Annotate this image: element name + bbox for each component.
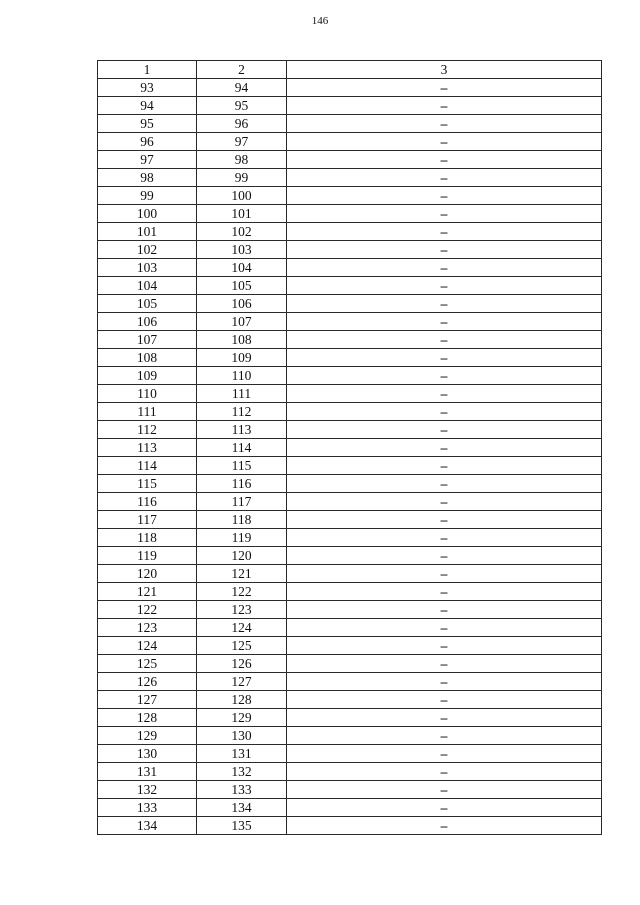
table-row	[98, 241, 602, 259]
table-row	[98, 601, 602, 619]
cell-col-3: –	[287, 565, 602, 583]
cell-col-1: 97	[98, 151, 197, 169]
cell-col-2: 97	[197, 133, 287, 151]
cell-col-1: 96	[98, 133, 197, 151]
cell-col-1: 114	[98, 457, 197, 475]
cell-col-1: 134	[98, 817, 197, 835]
cell-col-1: 118	[98, 529, 197, 547]
cell-col-2: 95	[197, 97, 287, 115]
cell-col-2: 105	[197, 277, 287, 295]
table-row	[98, 331, 602, 349]
cell-col-3: –	[287, 97, 602, 115]
cell-col-1: 111	[98, 403, 197, 421]
table-row	[98, 421, 602, 439]
cell-col-3: –	[287, 295, 602, 313]
cell-col-3: –	[287, 439, 602, 457]
table-row	[98, 583, 602, 601]
cell-col-2: 117	[197, 493, 287, 511]
table-row	[98, 637, 602, 655]
cell-col-3: –	[287, 745, 602, 763]
cell-col-2: 94	[197, 79, 287, 97]
cell-col-2: 114	[197, 439, 287, 457]
cell-col-3: –	[287, 331, 602, 349]
cell-col-3: –	[287, 727, 602, 745]
cell-col-1: 123	[98, 619, 197, 637]
cell-col-3: –	[287, 763, 602, 781]
cell-col-2: 128	[197, 691, 287, 709]
table-row	[98, 565, 602, 583]
cell-col-3: –	[287, 277, 602, 295]
cell-col-2: 134	[197, 799, 287, 817]
data-table	[97, 60, 602, 835]
cell-col-3: –	[287, 601, 602, 619]
cell-col-1: 130	[98, 745, 197, 763]
cell-col-1: 99	[98, 187, 197, 205]
cell-col-3: –	[287, 151, 602, 169]
cell-col-2: 131	[197, 745, 287, 763]
cell-col-2: 133	[197, 781, 287, 799]
cell-col-2: 106	[197, 295, 287, 313]
cell-col-2: 103	[197, 241, 287, 259]
cell-col-3: –	[287, 619, 602, 637]
cell-col-1: 121	[98, 583, 197, 601]
table-row	[98, 187, 602, 205]
cell-col-2: 119	[197, 529, 287, 547]
table-row	[98, 169, 602, 187]
cell-col-3: –	[287, 223, 602, 241]
cell-col-1: 133	[98, 799, 197, 817]
cell-col-1: 132	[98, 781, 197, 799]
cell-col-3: –	[287, 529, 602, 547]
table-row	[98, 79, 602, 97]
cell-col-2: 132	[197, 763, 287, 781]
table-header-row	[98, 61, 602, 79]
cell-col-1: 129	[98, 727, 197, 745]
column-header-1: 1	[98, 61, 197, 79]
cell-col-3: –	[287, 655, 602, 673]
cell-col-1: 94	[98, 97, 197, 115]
table-row	[98, 205, 602, 223]
cell-col-1: 128	[98, 709, 197, 727]
cell-col-2: 109	[197, 349, 287, 367]
table-row	[98, 529, 602, 547]
cell-col-2: 121	[197, 565, 287, 583]
cell-col-1: 95	[98, 115, 197, 133]
cell-col-3: –	[287, 673, 602, 691]
cell-col-3: –	[287, 817, 602, 835]
table-row	[98, 385, 602, 403]
cell-col-2: 115	[197, 457, 287, 475]
cell-col-2: 122	[197, 583, 287, 601]
cell-col-2: 108	[197, 331, 287, 349]
cell-col-3: –	[287, 205, 602, 223]
table-row	[98, 781, 602, 799]
table-row	[98, 349, 602, 367]
table-row	[98, 763, 602, 781]
table-row	[98, 115, 602, 133]
cell-col-1: 124	[98, 637, 197, 655]
table-row	[98, 295, 602, 313]
cell-col-1: 101	[98, 223, 197, 241]
cell-col-3: –	[287, 475, 602, 493]
cell-col-3: –	[287, 115, 602, 133]
table-row	[98, 547, 602, 565]
cell-col-3: –	[287, 79, 602, 97]
cell-col-1: 126	[98, 673, 197, 691]
cell-col-3: –	[287, 313, 602, 331]
table-row	[98, 475, 602, 493]
table-row	[98, 259, 602, 277]
table-row	[98, 313, 602, 331]
cell-col-1: 105	[98, 295, 197, 313]
cell-col-2: 126	[197, 655, 287, 673]
cell-col-2: 98	[197, 151, 287, 169]
cell-col-3: –	[287, 385, 602, 403]
table-row	[98, 367, 602, 385]
cell-col-2: 124	[197, 619, 287, 637]
cell-col-2: 99	[197, 169, 287, 187]
cell-col-2: 118	[197, 511, 287, 529]
cell-col-3: –	[287, 367, 602, 385]
cell-col-1: 116	[98, 493, 197, 511]
cell-col-2: 110	[197, 367, 287, 385]
cell-col-1: 93	[98, 79, 197, 97]
table-row	[98, 691, 602, 709]
table-row	[98, 745, 602, 763]
cell-col-1: 125	[98, 655, 197, 673]
column-header-2: 2	[197, 61, 287, 79]
cell-col-3: –	[287, 493, 602, 511]
cell-col-3: –	[287, 133, 602, 151]
cell-col-2: 101	[197, 205, 287, 223]
cell-col-2: 123	[197, 601, 287, 619]
cell-col-3: –	[287, 241, 602, 259]
cell-col-1: 113	[98, 439, 197, 457]
table-row	[98, 619, 602, 637]
table-row	[98, 493, 602, 511]
cell-col-3: –	[287, 187, 602, 205]
table-row	[98, 133, 602, 151]
cell-col-1: 107	[98, 331, 197, 349]
cell-col-3: –	[287, 583, 602, 601]
cell-col-1: 102	[98, 241, 197, 259]
cell-col-2: 107	[197, 313, 287, 331]
cell-col-1: 127	[98, 691, 197, 709]
cell-col-3: –	[287, 511, 602, 529]
cell-col-1: 106	[98, 313, 197, 331]
cell-col-1: 104	[98, 277, 197, 295]
cell-col-1: 120	[98, 565, 197, 583]
cell-col-1: 103	[98, 259, 197, 277]
table-row	[98, 97, 602, 115]
cell-col-2: 100	[197, 187, 287, 205]
table-row	[98, 439, 602, 457]
table-row	[98, 151, 602, 169]
cell-col-3: –	[287, 547, 602, 565]
cell-col-1: 119	[98, 547, 197, 565]
cell-col-3: –	[287, 421, 602, 439]
cell-col-2: 130	[197, 727, 287, 745]
table-row	[98, 817, 602, 835]
cell-col-3: –	[287, 637, 602, 655]
cell-col-2: 96	[197, 115, 287, 133]
cell-col-1: 122	[98, 601, 197, 619]
cell-col-1: 98	[98, 169, 197, 187]
cell-col-2: 112	[197, 403, 287, 421]
cell-col-3: –	[287, 691, 602, 709]
cell-col-1: 112	[98, 421, 197, 439]
cell-col-1: 117	[98, 511, 197, 529]
cell-col-2: 127	[197, 673, 287, 691]
cell-col-3: –	[287, 781, 602, 799]
cell-col-3: –	[287, 709, 602, 727]
table-row	[98, 223, 602, 241]
column-header-3: 3	[287, 61, 602, 79]
table-row	[98, 655, 602, 673]
cell-col-1: 100	[98, 205, 197, 223]
cell-col-3: –	[287, 259, 602, 277]
cell-col-3: –	[287, 403, 602, 421]
cell-col-3: –	[287, 349, 602, 367]
table-row	[98, 709, 602, 727]
cell-col-1: 115	[98, 475, 197, 493]
cell-col-1: 131	[98, 763, 197, 781]
cell-col-3: –	[287, 799, 602, 817]
cell-col-3: –	[287, 169, 602, 187]
cell-col-2: 104	[197, 259, 287, 277]
cell-col-2: 116	[197, 475, 287, 493]
cell-col-3: –	[287, 457, 602, 475]
table-row	[98, 673, 602, 691]
cell-col-2: 129	[197, 709, 287, 727]
table-row	[98, 799, 602, 817]
table-row	[98, 277, 602, 295]
cell-col-2: 102	[197, 223, 287, 241]
table-body	[98, 61, 602, 835]
cell-col-2: 120	[197, 547, 287, 565]
cell-col-2: 125	[197, 637, 287, 655]
page-number: 146	[311, 15, 329, 27]
cell-col-2: 113	[197, 421, 287, 439]
cell-col-1: 108	[98, 349, 197, 367]
cell-col-1: 110	[98, 385, 197, 403]
table-row	[98, 727, 602, 745]
cell-col-1: 109	[98, 367, 197, 385]
table-row	[98, 511, 602, 529]
cell-col-2: 135	[197, 817, 287, 835]
table-row	[98, 457, 602, 475]
table-row	[98, 403, 602, 421]
cell-col-2: 111	[197, 385, 287, 403]
